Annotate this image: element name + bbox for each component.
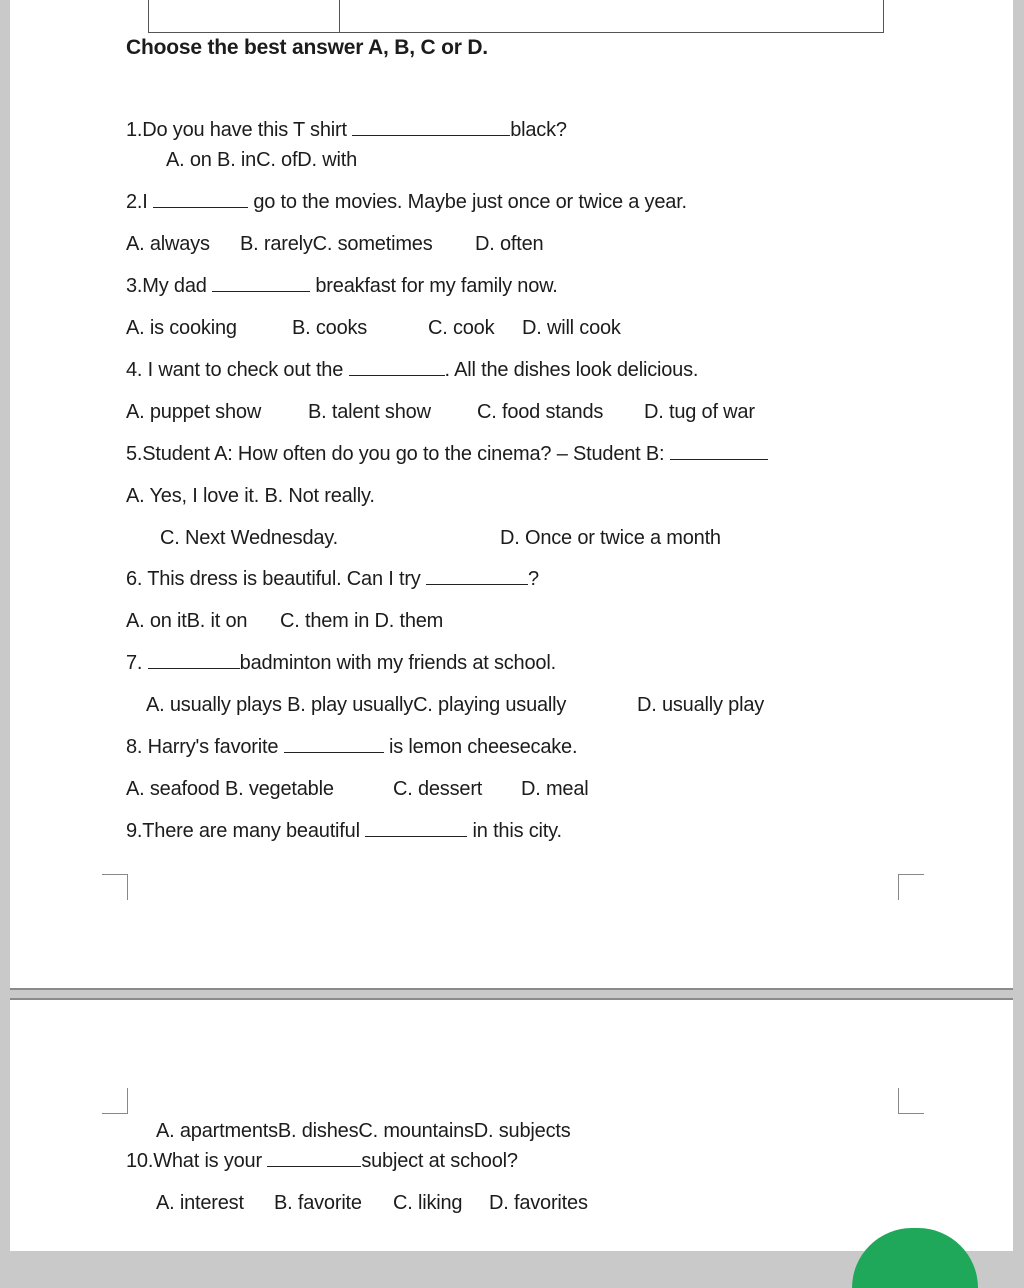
question-2: 2.I go to the movies. Maybe just once or twice a year.	[126, 191, 687, 213]
question-3-option-a: A. is cooking	[126, 317, 237, 339]
question-8: 8. Harry's favorite is lemon cheesecake.	[126, 736, 578, 758]
question-3: 3.My dad breakfast for my family now.	[126, 275, 558, 297]
question-6-option-ab: A. on itB. it on	[126, 610, 248, 632]
margin-mark	[898, 1088, 924, 1114]
question-3-option-d: D. will cook	[522, 317, 621, 339]
question-1-options: A. on B. inC. ofD. with	[166, 149, 358, 171]
question-3-option-b: B. cooks	[292, 317, 368, 339]
question-9-options: A. apartmentsB. dishesC. mountainsD. subjects	[156, 1120, 571, 1142]
question-9: 9.There are many beautiful in this city.	[126, 820, 562, 842]
question-8-option-d: D. meal	[521, 778, 589, 800]
question-4-option-c: C. food stands	[477, 401, 604, 423]
question-4-option-b: B. talent show	[308, 401, 431, 423]
table-fragment	[148, 0, 884, 33]
question-5: 5.Student A: How often do you go to the cinema? – Student B:	[126, 442, 768, 466]
question-4-option-d: D. tug of war	[644, 401, 755, 423]
margin-mark	[102, 874, 128, 900]
question-1: 1.Do you have this T shirt black?	[126, 119, 567, 141]
margin-mark	[898, 874, 924, 900]
question-2-option-d: D. often	[475, 233, 544, 255]
question-2-option-a: A. always	[126, 233, 210, 255]
question-5-option-ab: A. Yes, I love it. B. Not really.	[126, 485, 375, 507]
question-8-option-ab: A. seafood B. vegetable	[126, 778, 334, 800]
question-4: 4. I want to check out the . All the dishes look delicious.	[126, 359, 699, 381]
question-10-option-d: D. favorites	[489, 1192, 588, 1214]
question-8-option-c: C. dessert	[393, 778, 483, 800]
question-7-option-d: D. usually play	[637, 694, 765, 716]
question-10-option-a: A. interest	[156, 1192, 244, 1214]
question-6: 6. This dress is beautiful. Can I try ?	[126, 568, 539, 590]
question-5-option-d: D. Once or twice a month	[500, 527, 721, 549]
question-3-option-c: C. cook	[428, 317, 495, 339]
question-6-option-cd: C. them in D. them	[280, 610, 444, 632]
margin-mark	[102, 1088, 128, 1114]
question-7-option-abc: A. usually plays B. play usuallyC. playing usually	[146, 694, 567, 716]
question-10: 10.What is your subject at school?	[126, 1150, 518, 1172]
question-10-option-b: B. favorite	[274, 1192, 362, 1214]
instruction-heading: Choose the best answer A, B, C or D.	[126, 36, 488, 59]
question-7: 7. badminton with my friends at school.	[126, 652, 556, 674]
question-5-option-c: C. Next Wednesday.	[160, 527, 338, 549]
question-4-option-a: A. puppet show	[126, 401, 262, 423]
question-10-option-c: C. liking	[393, 1192, 463, 1214]
question-2-option-bc: B. rarelyC. sometimes	[240, 233, 433, 255]
